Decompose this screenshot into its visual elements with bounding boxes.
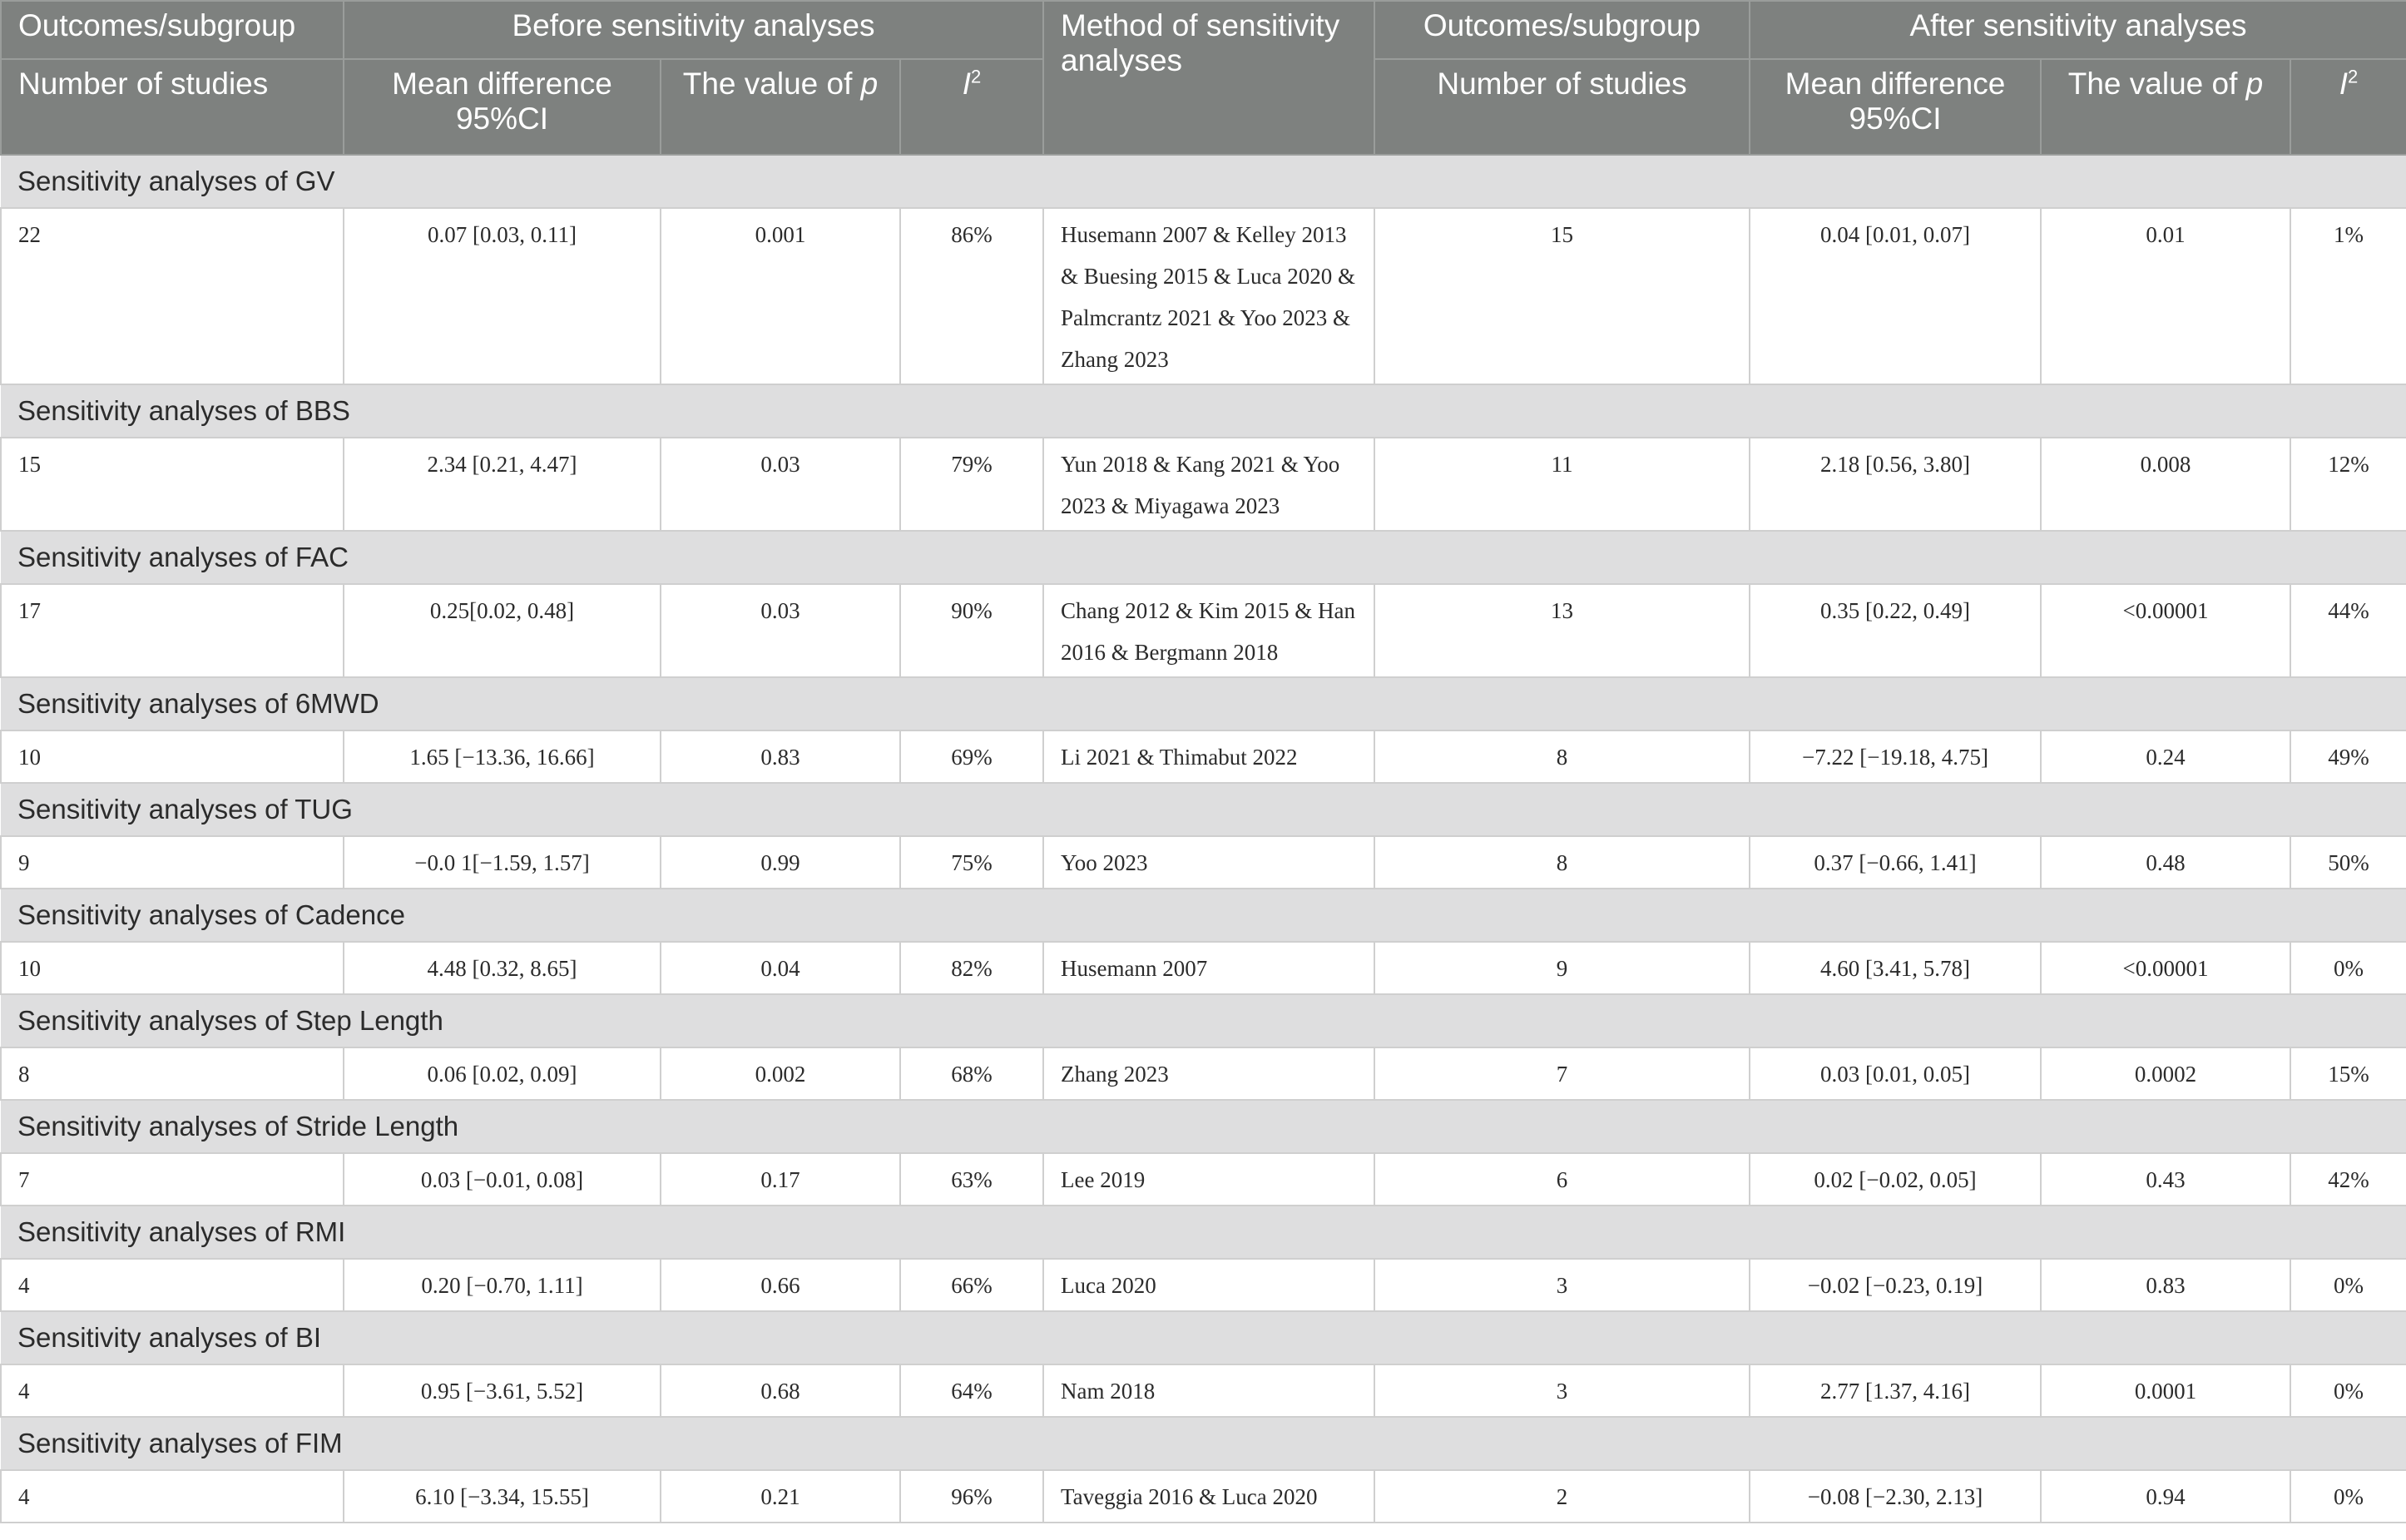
cell-p-after: 0.008 <box>2041 438 2290 531</box>
cell-md-before: 2.34 [0.21, 4.47] <box>344 438 661 531</box>
cell-i2-after: 44% <box>2290 584 2406 677</box>
cell-p-after: 0.0001 <box>2041 1364 2290 1417</box>
table-row <box>1 942 2406 994</box>
cell-i2-after: 15% <box>2290 1047 2406 1100</box>
table-row <box>1 836 2406 889</box>
cell-p-after: 0.48 <box>2041 836 2290 889</box>
section-title: Sensitivity analyses of RMI <box>1 1206 2406 1259</box>
section-title: Sensitivity analyses of Step Length <box>1 994 2406 1047</box>
cell-n-before: 9 <box>1 836 344 889</box>
cell-p-before: 0.002 <box>661 1047 900 1100</box>
section-row <box>1 783 2406 836</box>
cell-n-before: 22 <box>1 208 344 384</box>
section-row <box>1 1206 2406 1259</box>
cell-i2-after: 49% <box>2290 730 2406 783</box>
section-row <box>1 994 2406 1047</box>
cell-md-before: 0.03 [−0.01, 0.08] <box>344 1153 661 1206</box>
table-row <box>1 1259 2406 1311</box>
header-p-prefix: The value of <box>682 67 861 101</box>
table-header <box>1 1 2406 155</box>
cell-method: Husemann 2007 <box>1043 942 1374 994</box>
cell-i2-after: 0% <box>2290 1259 2406 1311</box>
header-i2-sup-after: 2 <box>2348 66 2359 87</box>
cell-i2-before: 75% <box>900 836 1043 889</box>
header-i2 <box>900 59 1043 155</box>
cell-p-before: 0.001 <box>661 208 900 384</box>
cell-p-after: 0.01 <box>2041 208 2290 384</box>
header-p-var: p <box>860 67 879 101</box>
cell-i2-after: 42% <box>2290 1153 2406 1206</box>
cell-i2-before: 68% <box>900 1047 1043 1100</box>
header-p-prefix-after: The value of <box>2067 67 2246 101</box>
section-title: Sensitivity analyses of 6MWD <box>1 677 2406 730</box>
cell-i2-after: 0% <box>2290 1470 2406 1523</box>
header-i2-after <box>2290 59 2406 155</box>
header-method: Method of sensitivity analyses <box>1043 1 1374 155</box>
cell-p-before: 0.04 <box>661 942 900 994</box>
header-p-value <box>661 59 900 155</box>
section-row <box>1 1311 2406 1364</box>
cell-md-before: 6.10 [−3.34, 15.55] <box>344 1470 661 1523</box>
cell-p-before: 0.17 <box>661 1153 900 1206</box>
header-before-sensitivity: Before sensitivity analyses <box>344 1 1043 59</box>
cell-p-before: 0.68 <box>661 1364 900 1417</box>
table-row <box>1 1153 2406 1206</box>
cell-md-after: −0.08 [−2.30, 2.13] <box>1750 1470 2041 1523</box>
header-i2-var-after: I <box>2339 67 2349 101</box>
cell-i2-before: 69% <box>900 730 1043 783</box>
cell-md-after: 2.77 [1.37, 4.16] <box>1750 1364 2041 1417</box>
section-title: Sensitivity analyses of BI <box>1 1311 2406 1364</box>
cell-n-after: 8 <box>1374 836 1750 889</box>
cell-i2-after: 50% <box>2290 836 2406 889</box>
header-outcomes-subgroup: Outcomes/subgroup <box>1 1 344 59</box>
section-title: Sensitivity analyses of FAC <box>1 531 2406 584</box>
cell-n-after: 9 <box>1374 942 1750 994</box>
cell-n-before: 15 <box>1 438 344 531</box>
header-p-var-after: p <box>2245 67 2264 101</box>
cell-md-after: 0.37 [−0.66, 1.41] <box>1750 836 2041 889</box>
cell-method: Husemann 2007 & Kelley 2013 & Buesing 2015 & Luca 2020 & Palmcrantz 2021 & Yoo 2023 & Zhang 2023 <box>1043 208 1374 384</box>
header-i2-sup: 2 <box>971 66 982 87</box>
cell-i2-before: 86% <box>900 208 1043 384</box>
section-title: Sensitivity analyses of GV <box>1 155 2406 208</box>
cell-n-after: 8 <box>1374 730 1750 783</box>
cell-n-after: 13 <box>1374 584 1750 677</box>
cell-p-before: 0.03 <box>661 584 900 677</box>
cell-i2-before: 90% <box>900 584 1043 677</box>
section-title: Sensitivity analyses of Cadence <box>1 889 2406 942</box>
cell-p-after: 0.43 <box>2041 1153 2290 1206</box>
header-row-1 <box>1 1 2406 59</box>
cell-method: Yun 2018 & Kang 2021 & Yoo 2023 & Miyagawa 2023 <box>1043 438 1374 531</box>
cell-p-after: 0.83 <box>2041 1259 2290 1311</box>
section-row <box>1 1100 2406 1153</box>
table-row <box>1 730 2406 783</box>
cell-md-before: 4.48 [0.32, 8.65] <box>344 942 661 994</box>
cell-i2-before: 82% <box>900 942 1043 994</box>
cell-md-after: −7.22 [−19.18, 4.75] <box>1750 730 2041 783</box>
cell-n-after: 11 <box>1374 438 1750 531</box>
section-row <box>1 1417 2406 1470</box>
cell-i2-before: 79% <box>900 438 1043 531</box>
cell-n-after: 3 <box>1374 1259 1750 1311</box>
header-mean-difference-after: Mean difference 95%CI <box>1750 59 2041 155</box>
cell-p-before: 0.66 <box>661 1259 900 1311</box>
section-row <box>1 677 2406 730</box>
cell-md-after: 0.04 [0.01, 0.07] <box>1750 208 2041 384</box>
cell-n-after: 6 <box>1374 1153 1750 1206</box>
cell-p-after: 0.0002 <box>2041 1047 2290 1100</box>
cell-p-after: 0.94 <box>2041 1470 2290 1523</box>
cell-n-before: 17 <box>1 584 344 677</box>
cell-method: Lee 2019 <box>1043 1153 1374 1206</box>
cell-i2-before: 64% <box>900 1364 1043 1417</box>
section-title: Sensitivity analyses of Stride Length <box>1 1100 2406 1153</box>
section-row <box>1 889 2406 942</box>
cell-p-after: <0.00001 <box>2041 942 2290 994</box>
cell-md-after: 0.35 [0.22, 0.49] <box>1750 584 2041 677</box>
cell-i2-before: 66% <box>900 1259 1043 1311</box>
cell-p-after: <0.00001 <box>2041 584 2290 677</box>
cell-n-after: 7 <box>1374 1047 1750 1100</box>
cell-n-before: 10 <box>1 730 344 783</box>
table-row <box>1 1047 2406 1100</box>
cell-p-before: 0.21 <box>661 1470 900 1523</box>
header-outcomes-subgroup-after: Outcomes/subgroup <box>1374 1 1750 59</box>
table-row <box>1 1470 2406 1523</box>
cell-p-before: 0.03 <box>661 438 900 531</box>
cell-md-before: 0.07 [0.03, 0.11] <box>344 208 661 384</box>
header-number-of-studies: Number of studies <box>1 59 344 155</box>
cell-n-before: 7 <box>1 1153 344 1206</box>
cell-method: Chang 2012 & Kim 2015 & Han 2016 & Bergmann 2018 <box>1043 584 1374 677</box>
cell-method: Zhang 2023 <box>1043 1047 1374 1100</box>
cell-md-before: 0.06 [0.02, 0.09] <box>344 1047 661 1100</box>
cell-method: Li 2021 & Thimabut 2022 <box>1043 730 1374 783</box>
cell-md-before: 0.25[0.02, 0.48] <box>344 584 661 677</box>
cell-md-before: 0.20 [−0.70, 1.11] <box>344 1259 661 1311</box>
header-mean-difference: Mean difference 95%CI <box>344 59 661 155</box>
cell-n-before: 4 <box>1 1259 344 1311</box>
cell-n-after: 15 <box>1374 208 1750 384</box>
header-number-of-studies-after: Number of studies <box>1374 59 1750 155</box>
cell-n-after: 3 <box>1374 1364 1750 1417</box>
section-row <box>1 531 2406 584</box>
cell-md-after: 0.02 [−0.02, 0.05] <box>1750 1153 2041 1206</box>
section-row <box>1 384 2406 438</box>
section-title: Sensitivity analyses of TUG <box>1 783 2406 836</box>
cell-md-before: 0.95 [−3.61, 5.52] <box>344 1364 661 1417</box>
table-row <box>1 584 2406 677</box>
cell-n-after: 2 <box>1374 1470 1750 1523</box>
cell-i2-after: 12% <box>2290 438 2406 531</box>
cell-n-before: 8 <box>1 1047 344 1100</box>
cell-n-before: 4 <box>1 1470 344 1523</box>
cell-n-before: 10 <box>1 942 344 994</box>
header-after-sensitivity: After sensitivity analyses <box>1750 1 2406 59</box>
cell-md-before: −0.0 1[−1.59, 1.57] <box>344 836 661 889</box>
table-row <box>1 438 2406 531</box>
cell-md-after: 2.18 [0.56, 3.80] <box>1750 438 2041 531</box>
cell-method: Taveggia 2016 & Luca 2020 <box>1043 1470 1374 1523</box>
header-p-value-after <box>2041 59 2290 155</box>
cell-i2-after: 0% <box>2290 1364 2406 1417</box>
cell-p-before: 0.99 <box>661 836 900 889</box>
cell-method: Yoo 2023 <box>1043 836 1374 889</box>
header-i2-var: I <box>962 67 972 101</box>
cell-n-before: 4 <box>1 1364 344 1417</box>
section-row <box>1 155 2406 208</box>
cell-i2-after: 0% <box>2290 942 2406 994</box>
section-title: Sensitivity analyses of FIM <box>1 1417 2406 1470</box>
section-title: Sensitivity analyses of BBS <box>1 384 2406 438</box>
cell-i2-before: 96% <box>900 1470 1043 1523</box>
cell-md-after: 4.60 [3.41, 5.78] <box>1750 942 2041 994</box>
table-row <box>1 208 2406 384</box>
cell-md-after: 0.03 [0.01, 0.05] <box>1750 1047 2041 1100</box>
cell-p-before: 0.83 <box>661 730 900 783</box>
cell-i2-after: 1% <box>2290 208 2406 384</box>
cell-md-before: 1.65 [−13.36, 16.66] <box>344 730 661 783</box>
cell-md-after: −0.02 [−0.23, 0.19] <box>1750 1259 2041 1311</box>
table-row <box>1 1364 2406 1417</box>
cell-method: Luca 2020 <box>1043 1259 1374 1311</box>
table-body <box>1 155 2406 1523</box>
cell-method: Nam 2018 <box>1043 1364 1374 1417</box>
cell-p-after: 0.24 <box>2041 730 2290 783</box>
cell-i2-before: 63% <box>900 1153 1043 1206</box>
